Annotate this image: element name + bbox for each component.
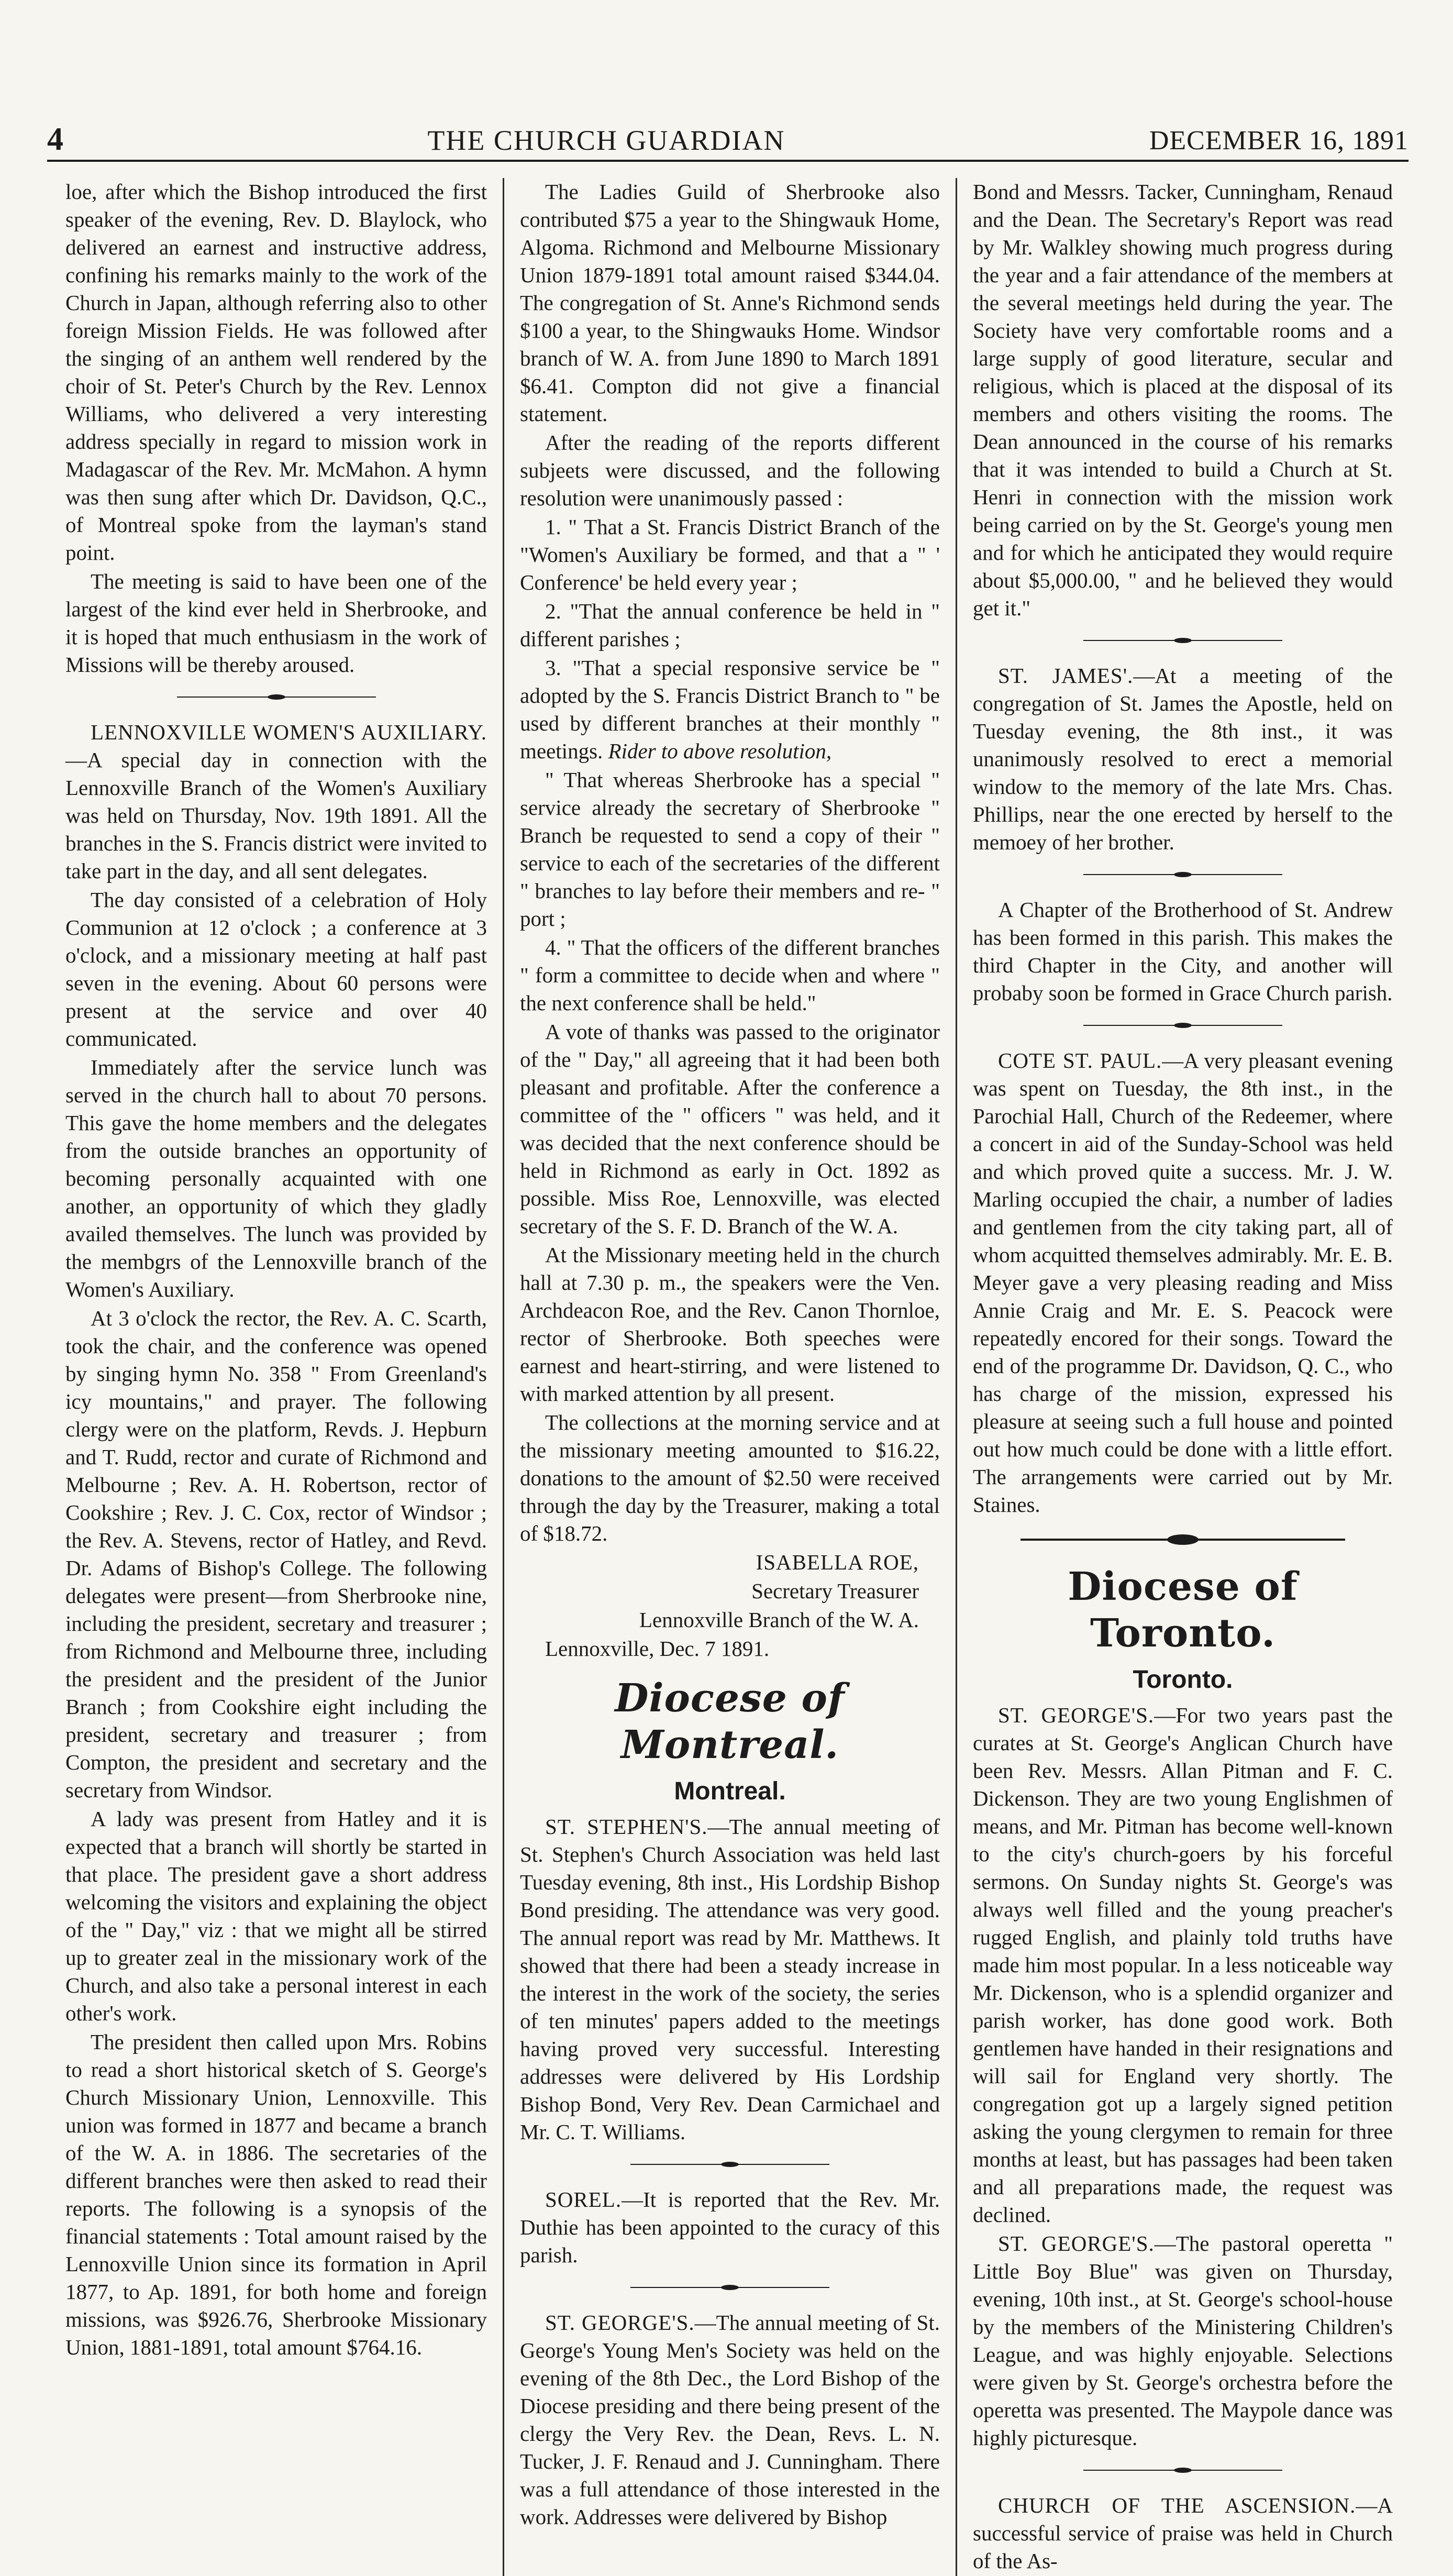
section-heading: LENNOXVILLE WOMEN'S AUXILIARY.	[91, 720, 487, 744]
paragraph: At 3 o'clock the rector, the Rev. A. C. Scarth, took the chair, and the conference was opened by singing hymn No. 358 " From Greenland's icy mountains," and prayer. The following clergy were on the platform, Revds. J. Hepburn and T. Rudd, rector and curate of Richmond and Melbourne ; Rev. A. H. Robertson, rector of Cookshire ; Rev. J. C. Cox, rector of Windsor ; the Rev. A. Stevens, rector of Hatley, and Revd. Dr. Adams of Bishop's College. The following delegates were present—from Sherbrooke nine, including the president, secretary and treasurer ; from Richmond and Melbourne three, including the president and the president of the Junior Branch ; from Cookshire eight including the president, secretary and treasurer ; from Compton, the president and secretary and the secretary from Windsor.	[65, 1306, 487, 1802]
section-divider	[973, 638, 1393, 643]
section-divider	[520, 2285, 940, 2290]
city-heading: Montreal.	[674, 1777, 786, 1805]
paragraph	[520, 2186, 940, 2269]
diocese-heading: Diocese of Montreal.	[615, 1676, 845, 1767]
section-heading: ST. GEORGE'S.	[998, 2231, 1155, 2256]
section-body: —The pastoral operetta " Little Boy Blue" was given on Thursday, evening, 10th inst., at St. George's school-house by the members of the Ministering Children's League, and was highly enjoyable. Selections were given by St. George's orchestra before the operetta was presented. The Maypole dance was highly picturesque.	[973, 2231, 1393, 2450]
paragraph: A vote of thanks was passed to the originator of the " Day," all agreeing that it had been both pleasant and profitable. After the conference a committee of the " officers " was held, and it was decided that the next conference should be held in Richmond as early in Oct. 1892 as possible. Miss Roe, Lennoxville, was elected secretary of the S. F. D. Branch of the W. A.	[520, 1020, 940, 1238]
paragraph	[520, 1813, 940, 2146]
section-body: —The annual meeting of St. Stephen's Church Association was held last Tuesday evening, 8th inst., His Lordship Bishop Bond presiding. The attendance was very good. The annual report was read by Mr. Matthews. It showed that there had been a steady increase in the interest in the work of the society, the series of ten minutes' papers added to the meetings having proved very successful. Interesting addresses were delivered by His Lordship Bishop Bond, Very Rev. Dean Carmichael and Mr. C. T. Williams.	[520, 1814, 940, 2144]
paragraph	[973, 662, 1393, 856]
issue-date: DECEMBER 16, 1891	[1149, 126, 1408, 156]
paragraph: A Chapter of the Brotherhood of St. Andrew has been formed in this parish. This makes the third Chapter in the City, and another will probaby soon be formed in Grace Church parish.	[973, 898, 1393, 1005]
section-body: —It is reported that the Rev. Mr. Duthie has been appointed to the curacy of this parish.	[520, 2187, 940, 2267]
resolution: " That whereas Sherbrooke has a special " service already the secretary of Sherbrooke " Branch be requested to send a copy of their " service to each of the secretaries of the different " branches to lay before their members and re- " port ;	[520, 768, 940, 931]
paragraph: A lady was present from Hatley and it is expected that a branch will shortly be started in that place. The president gave a short address welcoming the visitors and explaining the object of the " Day," viz : that we might all be stirred up to greater zeal in the missionary work of the Church, and also take a personal interest in each other's work.	[65, 1807, 487, 2025]
section-body: —The annual meeting of St. George's Young Men's Society was held on the evening of the 8th Dec., the Lord Bishop of the Diocese presiding and there being present of the clergy the Very Rev. the Dean, Revs. L. N. Tucker, J. F. Renaud and J. Cunningham. There was a full attendance of those interested in the work. Addresses were delivered by Bishop	[520, 2310, 940, 2529]
page-number: 4	[47, 121, 63, 157]
paragraph	[65, 718, 487, 885]
resolution: 4. " That the officers of the different branches " form a committee to decide when and where " the next conference shall be held."	[520, 935, 940, 1015]
column-3	[956, 178, 1408, 2576]
city-heading: Toronto.	[1133, 1665, 1233, 1694]
paragraph	[973, 1047, 1393, 1519]
paragraph: loe, after which the Bishop introduced the first speaker of the evening, Rev. D. Blaylock, who delivered an earnest and instructive address, confining his remarks mainly to the work of the Church in Japan, although referring also to other foreign Mission Fields. He was followed after the singing of an anthem well rendered by the choir of St. Peter's Church by the Rev. Lennox Williams, who delivered a very interesting address specially in regard to mission work in Madagascar of the Rev. Mr. McMahon. A hymn was then sung after which Dr. Davidson, Q.C., of Montreal spoke from the layman's stand point.	[65, 180, 487, 565]
paragraph: Bond and Messrs. Tacker, Cunningham, Renaud and the Dean. The Secretary's Report was read by Mr. Walkley showing much progress during the year and a fair attendance of the members at the several meetings held during the year. The Society have very comfortable rooms and a large supply of good literature, secular and religious, which is placed at the disposal of its members and others visiting the rooms. The Dean announced in the course of his remarks that it was intended to build a Church at St. Henri in connection with the mission work being carried on by the St. George's young men and for which he anticipated they would require about $5,000.00, " and he believed they would get it."	[973, 180, 1393, 620]
paragraph	[973, 2230, 1393, 2452]
resolution: 2. "That the annual conference be held in " different parishes ;	[520, 599, 940, 651]
column-2	[503, 178, 956, 2576]
section-divider	[973, 1534, 1393, 1545]
dateline: Lennoxville, Dec. 7 1891.	[545, 1637, 770, 1661]
paragraph: The meeting is said to have been one of the largest of the kind ever held in Sherbrooke, and it is hoped that much enthusiasm in the work of Missions will be thereby aroused.	[65, 569, 487, 677]
section-heading: ST. STEPHEN'S.	[545, 1814, 708, 1839]
signature-title: Secretary Treasurer	[751, 1579, 919, 1603]
section-heading: ST. GEORGE'S.	[998, 1702, 1155, 1727]
paragraph: The president then called upon Mrs. Robins to read a short historical sketch of S. George's Church Missionary Union, Lennoxville. This union was formed in 1877 and became a branch of the W. A. in 1886. The secretaries of the different branches were then asked to read their reports. The following is a synopsis of the financial statements : Total amount raised by the Lennoxville Union since its formation in April 1877, to Ap. 1891, for both home and foreign missions, was $926.76, Sherbrooke Missionary Union, 1881-1891, total amount $764.16.	[65, 2030, 487, 2359]
signature-name: ISABELLA ROE,	[756, 1550, 919, 1574]
section-divider	[973, 872, 1393, 877]
section-heading: COTE ST. PAUL.	[998, 1048, 1162, 1073]
paragraph: The Ladies Guild of Sherbrooke also contributed $75 a year to the Shingwauk Home, Algoma. Richmond and Melbourne Missionary Union 1879-1891 total amount raised $344.04. The congregation of St. Anne's Richmond sends $100 a year, to the Shingwauks Home. Windsor branch of W. A. from June 1890 to March 1891 $6.41. Compton did not give a financial statement.	[520, 180, 940, 426]
section-heading: ST. JAMES'.	[998, 664, 1134, 688]
masthead-title: THE CHURCH GUARDIAN	[427, 125, 785, 156]
section-heading: ST. GEORGE'S.	[545, 2310, 695, 2335]
section-body: —At a meeting of the congregation of St. James the Apostle, held on Tuesday evening, the 8th inst., it was unanimously resolved to erect a memorial window to the memory of the late Mrs. Chas. Phillips, near the one erected by herself to the memoey of her brother.	[973, 664, 1393, 854]
section-divider	[973, 2468, 1393, 2473]
paragraph: The collections at the morning service and at the missionary meeting amounted to $16.22, donations to the amount of $2.50 were received through the day by the Treasurer, making a total of $18.72.	[520, 1410, 940, 1545]
section-body: —A special day in connection with the Lennoxville Branch of the Women's Auxiliary was held on Thursday, Nov. 19th 1891. All the branches in the S. Francis district were invited to take part in the day, and all sent delegates.	[65, 748, 487, 883]
paragraph: At the Missionary meeting held in the church hall at 7.30 p. m., the speakers were the Ven. Archdeacon Roe, and the Rev. Canon Thornloe, rector of Sherbrooke. Both speeches were earnest and heart-stirring, and were listened to with marked attention by all present.	[520, 1243, 940, 1406]
article-columns	[50, 178, 1408, 2573]
section-body: —A successful service of praise was held in Church of the As-	[973, 2493, 1393, 2573]
resolution: 1. " That a St. Francis District Branch of the "Women's Auxiliary be formed, and that a " ' Conference' be held every year ;	[520, 515, 940, 594]
paragraph	[973, 1701, 1393, 2229]
resolution-text: 3. "That a special responsive service be " adopted by the S. Francis District Branch to " be used by different branches at their monthly " meetings.	[520, 656, 940, 763]
section-heading: CHURCH OF THE ASCENSION.	[998, 2493, 1356, 2517]
paragraph: The day consisted of a celebration of Holy Communion at 12 o'clock ; a conference at 3 o'clock, and a missionary meeting at half past seven in the evening. About 60 persons were present at the service and over 40 communicated.	[65, 888, 487, 1051]
paragraph: Immediately after the service lunch was served in the church hall to about 70 persons. This gave the home members and the delegates from the outside branches an opportunity of becoming personally acquainted with one another, an opportunity of which they gladly availed themselves. The lunch was provided by the membgrs of the Lennoxville branch of the Women's Auxiliary.	[65, 1055, 487, 1301]
paragraph	[520, 2309, 940, 2531]
column-1	[50, 178, 503, 2576]
section-divider	[520, 2162, 940, 2167]
section-body: —For two years past the curates at St. George's Anglican Church have been Rev. Messrs. Allan Pitman and F. C. Dickenson. They are two young Englishmen of means, and Mr. Pitman has become well-known to the city's church-goers by his forceful sermons. On Sunday nights St. George's was always well filled and the young preacher's rugged English, and plainly told truths have made him most popular. In a less noticeable way Mr. Dickenson, who is a splendid organizer and parish worker, has done good work. Both gentlemen have handed in their resignations and will sail for England very shortly. The congregation got up a largely signed petition asking the young clergymen to remain for three months at least, but has passages had been taken and all preparations made, the request was declined.	[973, 1702, 1393, 2227]
rider-label: Rider to above resolution,	[608, 739, 832, 763]
section-divider	[973, 1023, 1393, 1028]
signature-branch: Lennoxville Branch of the W. A.	[639, 1608, 919, 1632]
section-body: —A very pleasant evening was spent on Tuesday, the 8th inst., in the Parochial Hall, Church of the Redeemer, where a concert in aid of the Sunday-School was held and which proved quite a success. Mr. J. W. Marling occupied the chair, a number of ladies and gentlemen from the city taking part, all of whom acquitted themselves admirably. Mr. E. B. Meyer gave a very pleasing reading and Miss Annie Craig and Mr. E. S. Peacock were repeatedly encored for their songs. Toward the end of the programme Dr. Davidson, Q. C., who has charge of the mission, expressed his pleasure at seeing such a full house and pointed out how much could be done with a little effort. The arrangements were carried out by Mr. Staines.	[973, 1048, 1393, 1517]
paragraph	[973, 2492, 1393, 2575]
page-header	[47, 118, 1408, 162]
paragraph: After the reading of the reports different subjeets were discussed, and the following resolution were unanimously passed :	[520, 430, 940, 510]
resolution	[520, 654, 940, 765]
section-divider	[65, 694, 487, 700]
section-heading: SOREL.	[545, 2187, 622, 2212]
diocese-heading: Diocese of Toronto.	[1068, 1564, 1298, 1656]
